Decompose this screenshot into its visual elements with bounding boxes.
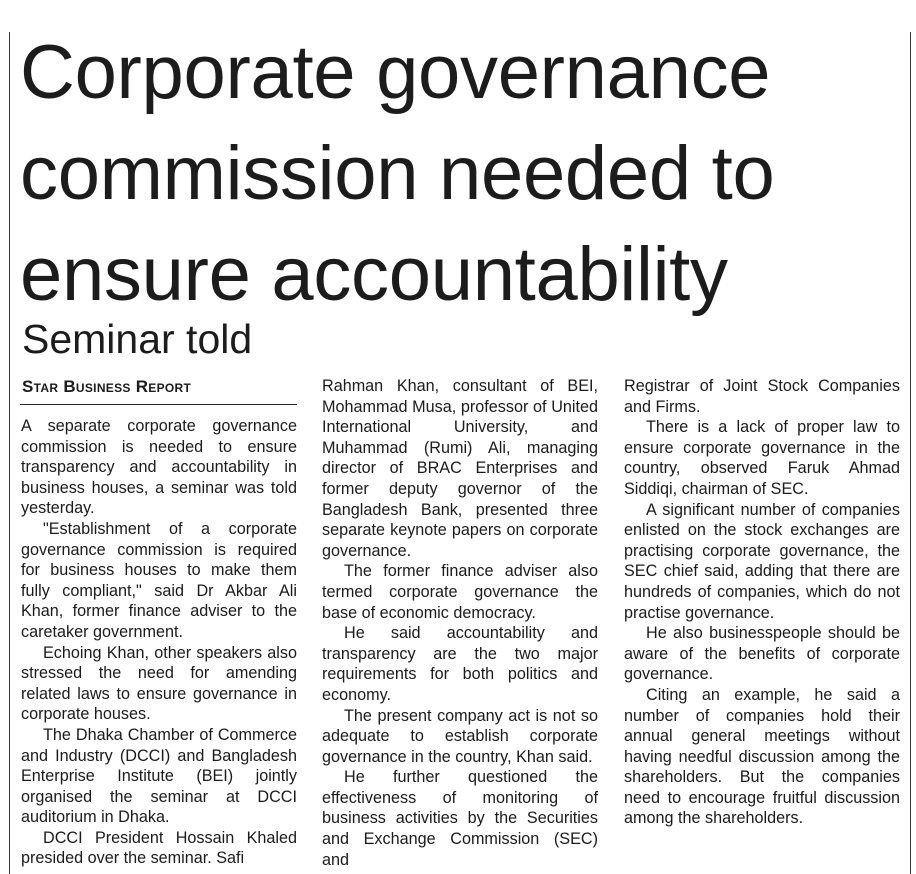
right-column-rule bbox=[910, 32, 911, 874]
paragraph: "Establishment of a corporate governance commission is required for business houses to make them fully compliant," said Dr Akbar Ali Khan, former finance adviser to the caretaker government. bbox=[21, 519, 297, 641]
paragraph: He said accountability and transparency are the two major requirements for both politics and economy. bbox=[322, 624, 598, 704]
headline bbox=[20, 22, 905, 325]
headline-line-1: Corporate governance bbox=[20, 30, 771, 115]
byline-divider bbox=[20, 404, 297, 405]
paragraph: The former finance adviser also termed corporate governance the base of economic democracy. bbox=[322, 562, 598, 622]
subheadline: Seminar told bbox=[22, 316, 253, 362]
paragraph: The Dhaka Chamber of Commerce and Industry (DCCI) and Bangladesh Enterprise Institute (BEI) jointly organised the seminar at DCCI auditorium in Dhaka. bbox=[21, 725, 297, 827]
left-column-rule bbox=[9, 32, 10, 874]
paragraph: Citing an example, he said a number of companies hold their annual general meetings without having needful discussion among the shareholders. But the companies need to encourage fruitful discussion among the shareholders. bbox=[624, 685, 900, 828]
paragraph: Registrar of Joint Stock Companies and Firms. bbox=[624, 377, 900, 416]
byline: Star Business Report bbox=[22, 377, 192, 396]
paragraph: Echoing Khan, other speakers also stressed the need for amending related laws to ensure governance in corporate houses. bbox=[21, 643, 297, 724]
article-column-3 bbox=[624, 376, 900, 829]
paragraph: He also businesspeople should be aware of the benefits of corporate governance. bbox=[624, 624, 900, 684]
paragraph: There is a lack of proper law to ensure corporate governance in the country, observed Faruk Ahmad Siddiqi, chairman of SEC. bbox=[624, 418, 900, 498]
paragraph: Rahman Khan, consultant of BEI, Mohammad Musa, professor of United International University, and Muhammad (Rumi) Ali, managing director of BRAC Enterprises and former deputy governor of the Bangladesh Bank, presented three separate keynote papers on corporate governance. bbox=[322, 377, 598, 560]
headline-line-3: ensure accountability bbox=[20, 232, 728, 317]
article-column-2 bbox=[322, 376, 598, 870]
article-column-1 bbox=[21, 416, 297, 869]
paragraph: A separate corporate governance commission is needed to ensure transparency and accountability in business houses, a seminar was told yesterday. bbox=[21, 417, 297, 518]
paragraph: He further questioned the effectiveness of monitoring of business activities by the Securities and Exchange Commission (SEC) and bbox=[322, 768, 598, 869]
headline-line-2: commission needed to bbox=[20, 131, 775, 216]
paragraph: DCCI President Hossain Khaled presided over the seminar. Safi bbox=[21, 828, 297, 868]
paragraph: A significant number of companies enlisted on the stock exchanges are practising corporate governance, the SEC chief said, adding that there are hundreds of companies, which do not practise governance. bbox=[624, 500, 900, 622]
paragraph: The present company act is not so adequate to establish corporate governance in the country, Khan said. bbox=[322, 706, 598, 766]
